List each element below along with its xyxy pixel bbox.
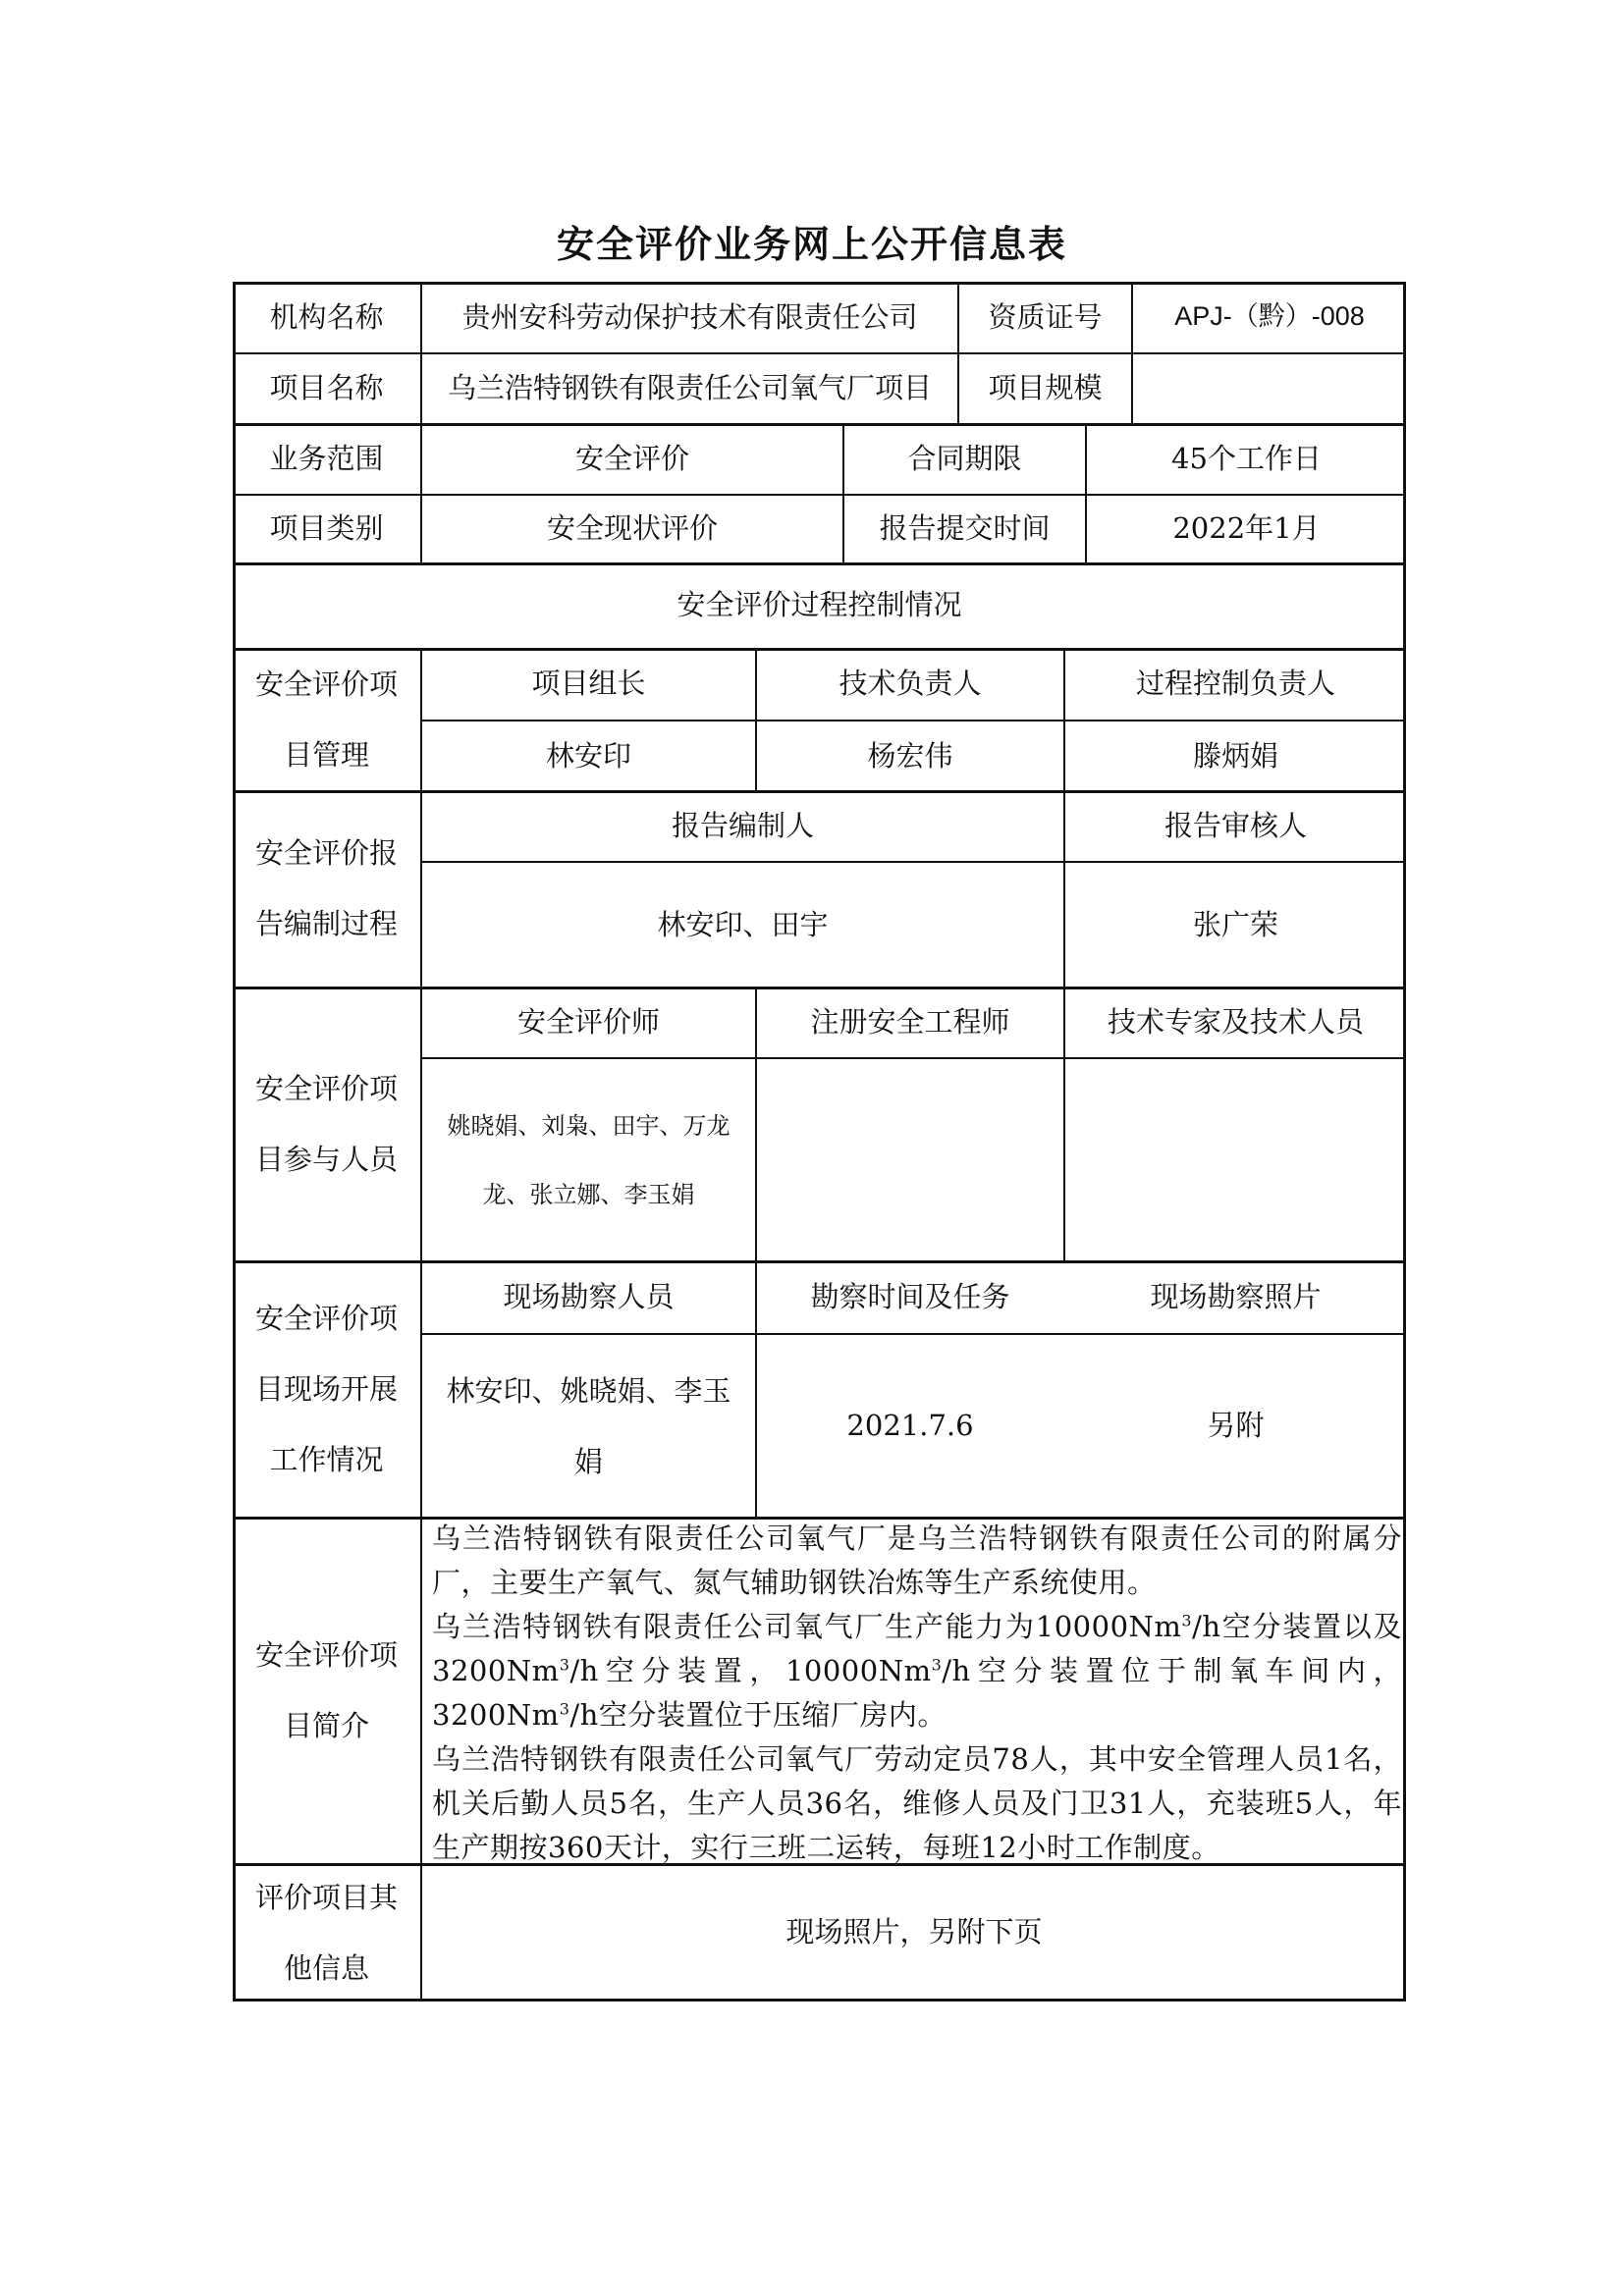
intro-paragraph-2: 乌兰浩特钢铁有限责任公司氧气厂生产能力为10000Nm$^3$/h空分装置以及3200Nm$^3$/h空分装置，10000Nm$^3$/h空分装置位于制氧车间内，3200Nm$^3$/h空分装置位于压缩厂房内。	[432, 1610, 1403, 1732]
intro-paragraph-1: 乌兰浩特钢铁有限责任公司氧气厂是乌兰浩特钢铁有限责任公司的附属分厂，主要生产氧气、氮气辅助钢铁冶炼等生产系统使用。	[432, 1522, 1402, 1599]
other-value: 现场照片，另附下页	[785, 1915, 1043, 1949]
survey-time-header: 勘察时间及任务	[810, 1279, 1010, 1313]
reviewer-value: 张广荣	[1192, 907, 1278, 941]
leader-header: 项目组长	[531, 667, 646, 701]
submit-value: 2022年1月	[1172, 510, 1321, 545]
process-lead-header: 过程控制负责人	[1135, 667, 1335, 701]
compilation-label: 安全评价报 告编制过程	[254, 836, 398, 940]
intro-paragraph-3: 乌兰浩特钢铁有限责任公司氧气厂劳动定员78人，其中安全管理人员1名，机关后勤人员5名，生产人员36名，维修人员及门卫31人，充装班5人，年生产期按360天计，实行三班二运转，每班12小时工作制度。	[432, 1742, 1402, 1864]
project-intro	[432, 1517, 1402, 1870]
org-name: 贵州安科劳动保护技术有限责任公司	[461, 299, 918, 334]
survey-photos: 另附	[1207, 1409, 1265, 1443]
management-label: 安全评价项 目管理	[254, 667, 398, 772]
compiler-header: 报告编制人	[671, 808, 814, 842]
surveyor-header: 现场勘察人员	[503, 1279, 675, 1313]
participants-label: 安全评价项 目参与人员	[254, 1071, 398, 1176]
tech-lead-value: 杨宏伟	[867, 738, 953, 773]
leader-value: 林安印	[545, 738, 631, 773]
reviewer-header: 报告审核人	[1164, 808, 1307, 842]
intro-label: 安全评价项 目简介	[254, 1637, 398, 1742]
site-label: 安全评价项 目现场开展 工作情况	[254, 1301, 398, 1476]
evaluator-list: 姚晓娟、刘枭、田宇、万龙 龙、张立娜、李玉娟	[447, 1111, 731, 1208]
cert-label: 资质证号	[988, 299, 1103, 334]
scope-label: 业务范围	[269, 441, 384, 475]
tech-lead-header: 技术负责人	[839, 667, 982, 701]
project-name: 乌兰浩特钢铁有限责任公司氧气厂项目	[447, 370, 932, 404]
expert-list	[1065, 1059, 1406, 1260]
evaluator-header: 安全评价师	[516, 1004, 660, 1039]
type-label: 项目类别	[269, 510, 384, 545]
project-label: 项目名称	[269, 370, 384, 404]
cert-number: APJ-（黔）-008	[1174, 301, 1365, 332]
surveyor-list: 林安印、姚晓娟、李玉 娟	[446, 1373, 731, 1478]
engineer-header: 注册安全工程师	[810, 1004, 1010, 1039]
survey-date: 2021.7.6	[846, 1409, 974, 1443]
other-label: 评价项目其 他信息	[254, 1880, 398, 1985]
survey-photo-header: 现场勘察照片	[1150, 1279, 1322, 1313]
type-value: 安全现状评价	[546, 510, 718, 545]
scope-value: 安全评价	[574, 441, 689, 475]
engineer-list	[757, 1059, 1063, 1260]
term-label: 合同期限	[907, 441, 1022, 475]
expert-header: 技术专家及技术人员	[1107, 1004, 1364, 1039]
scale-value	[1133, 352, 1406, 423]
term-value: 45个工作日	[1171, 441, 1322, 475]
process-header: 安全评价过程控制情况	[677, 588, 962, 622]
submit-label: 报告提交时间	[879, 510, 1051, 545]
compiler-value: 林安印、田宇	[657, 907, 829, 941]
org-label: 机构名称	[269, 299, 384, 334]
process-lead-value: 滕炳娟	[1192, 738, 1278, 773]
scale-label: 项目规模	[988, 370, 1103, 404]
page-title: 安全评价业务网上公开信息表	[556, 223, 1067, 266]
